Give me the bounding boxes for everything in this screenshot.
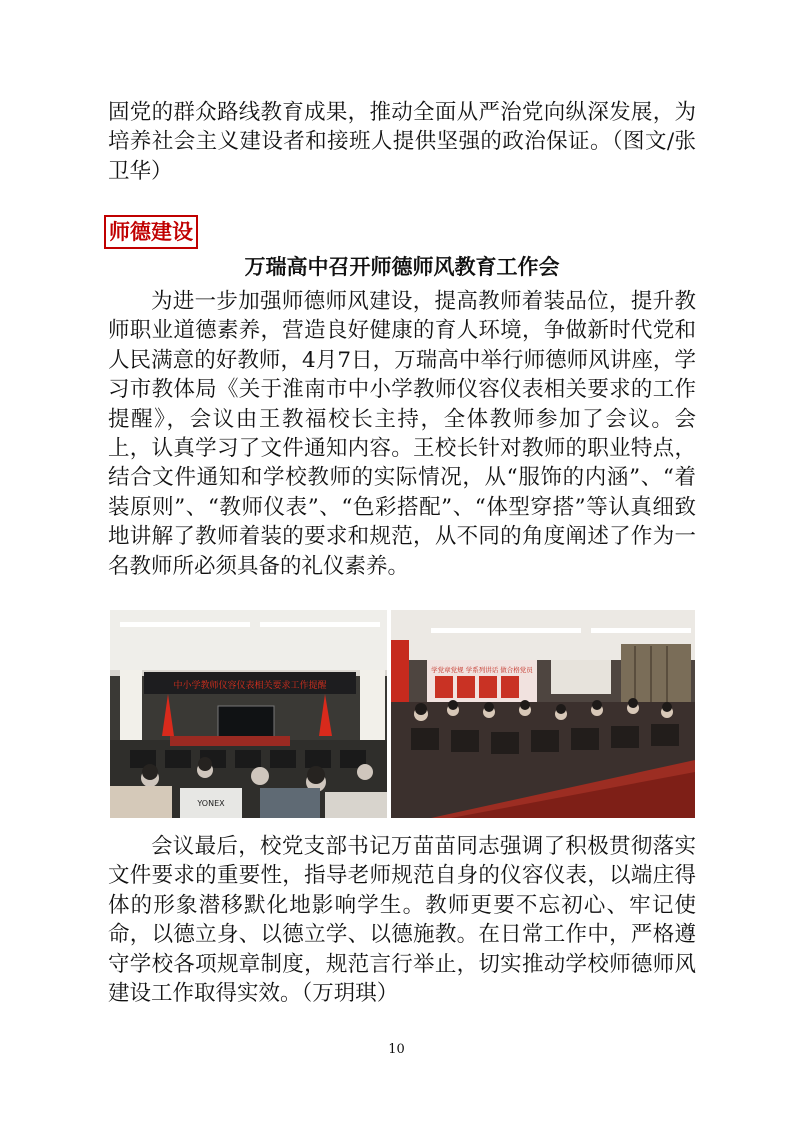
right-wall-slogan: 学党章党规 学系列讲话 做合格党员 <box>431 666 533 674</box>
article-paragraph-1: 为进一步加强师德师风建设，提高教师着装品位，提升教师职业道德素养，营造良好健康的育人环境，争做新时代党和人民满意的好教师，4月7日，万瑞高中举行师德师风讲座，学习市教体局《关于淮南市中小学教师仪容仪表相关要求的工作提醒》，会议由王教福校长主持，全体教师参加了会议。会上，认真学习了文件通知内容。王校长针对教师的职业特点，结合文件通知和学校教师的实际情况，从“服饰的内涵”、“着装原则”、“教师仪表”、“色彩搭配”、“体型穿搭”等认真细致地讲解了教师着装的要求和规范，从不同的角度阐述了作为一名教师所必须具备的礼仪素养。 <box>108 289 696 579</box>
section-tag: 师德建设 <box>104 215 198 249</box>
intro-paragraph: 固党的群众路线教育成果，推动全面从严治党向纵深发展，为培养社会主义建设者和接班人提供坚强的政治保证。（图文/张卫华） <box>108 100 696 184</box>
meeting-photo-left-image <box>110 610 387 818</box>
article-paragraph-2: 会议最后，校党支部书记万苗苗同志强调了积极贯彻落实文件要求的重要性，指导老师规范自身的仪容仪表，以端庄得体的形象潜移默化地影响学生。教师更要不忘初心、牢记使命，以德立身、以德立学、以德施教。在日常工作中，严格遵守学校各项规章制度，规范言行举止，切实推动学校师德师风建设工作取得实效。（万玥琪） <box>108 834 696 1007</box>
left-shirt-text: YONEX <box>197 799 225 808</box>
meeting-photo-right <box>391 610 695 818</box>
meeting-photo-left <box>110 610 387 818</box>
meeting-photo-right-image <box>391 610 695 818</box>
page-number: 10 <box>388 1042 405 1057</box>
article-title: 万瑞高中召开师德师风教育工作会 <box>244 255 560 279</box>
left-banner-text: 中小学教师仪容仪表相关要求工作提醒 <box>173 681 327 691</box>
